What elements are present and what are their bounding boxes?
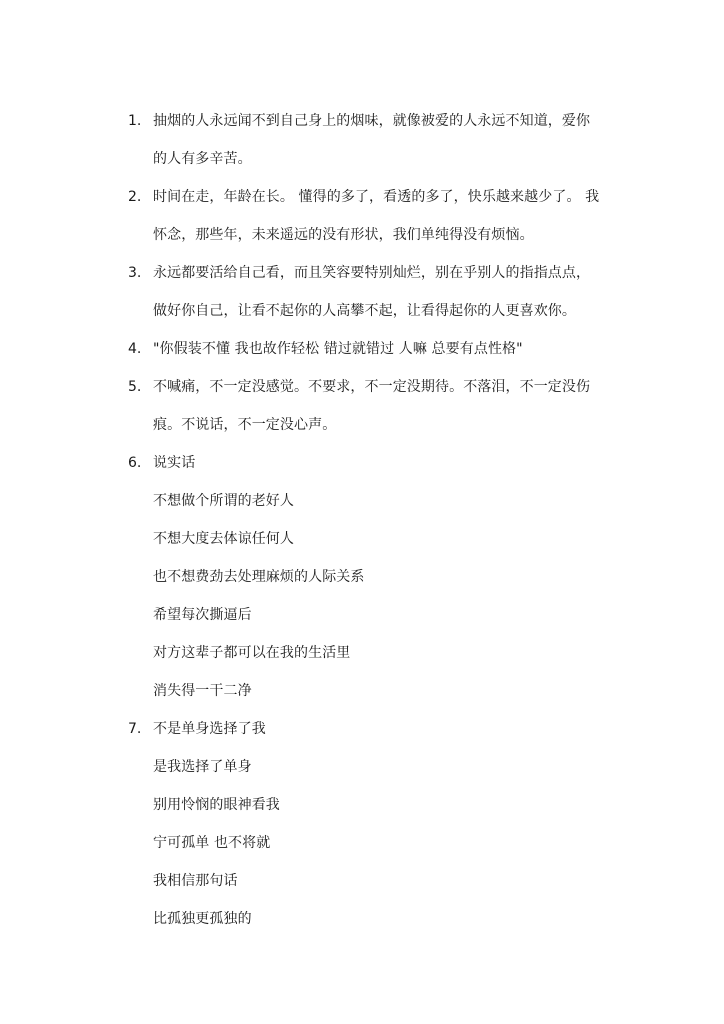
list-number: 5.	[128, 379, 142, 395]
list-number: 1.	[128, 113, 142, 129]
text-line: 是我选择了单身	[153, 759, 252, 775]
text-line: 的人有多辛苦。	[153, 151, 252, 167]
list-item	[128, 254, 628, 330]
list-item	[128, 102, 628, 178]
text-line: 做好你自己，让看不起你的人高攀不起，让看得起你的人更喜欢你。	[153, 303, 576, 319]
text-line: 消失得一干二净	[153, 683, 252, 699]
text-line: 别用怜悯的眼神看我	[153, 797, 280, 813]
text-line: 不想大度去体谅任何人	[153, 531, 294, 547]
text-line: 对方这辈子都可以在我的生活里	[153, 645, 351, 661]
list-item	[128, 444, 628, 710]
text-line: 怀念，那些年，未来遥远的没有形状，我们单纯得没有烦恼。	[153, 227, 534, 243]
text-line: 不喊痛，不一定没感觉。不要求，不一定没期待。不落泪，不一定没伤	[153, 379, 591, 395]
text-line: 不想做个所谓的老好人	[153, 493, 294, 509]
list-item	[128, 330, 628, 368]
list-item	[128, 368, 628, 444]
text-line: 永远都要活给自己看，而且笑容要特别灿烂，别在乎别人的指指点点，	[153, 265, 591, 281]
text-line: 比孤独更孤独的	[153, 911, 252, 927]
list-number: 2.	[128, 189, 142, 205]
numbered-list	[128, 102, 628, 938]
text-line: 不是单身选择了我	[153, 721, 266, 737]
list-number: 7.	[128, 721, 142, 737]
list-number: 3.	[128, 265, 142, 281]
text-line: 我相信那句话	[153, 873, 238, 889]
text-line: "你假装不懂 我也故作轻松 错过就错过 人嘛 总要有点性格"	[153, 341, 523, 357]
text-line: 希望每次撕逼后	[153, 607, 252, 623]
text-line: 说实话	[153, 455, 196, 471]
text-line: 也不想费劲去处理麻烦的人际关系	[153, 569, 365, 585]
text-line: 抽烟的人永远闻不到自己身上的烟味，就像被爱的人永远不知道，爱你	[153, 113, 591, 129]
text-line: 宁可孤单 也不将就	[153, 835, 271, 851]
text-line: 时间在走，年龄在长。 懂得的多了，看透的多了，快乐越来越少了。 我	[153, 189, 600, 205]
list-item	[128, 710, 628, 938]
list-item	[128, 178, 628, 254]
text-line: 痕。不说话，不一定没心声。	[153, 417, 337, 433]
list-number: 4.	[128, 341, 142, 357]
list-number: 6.	[128, 455, 142, 471]
